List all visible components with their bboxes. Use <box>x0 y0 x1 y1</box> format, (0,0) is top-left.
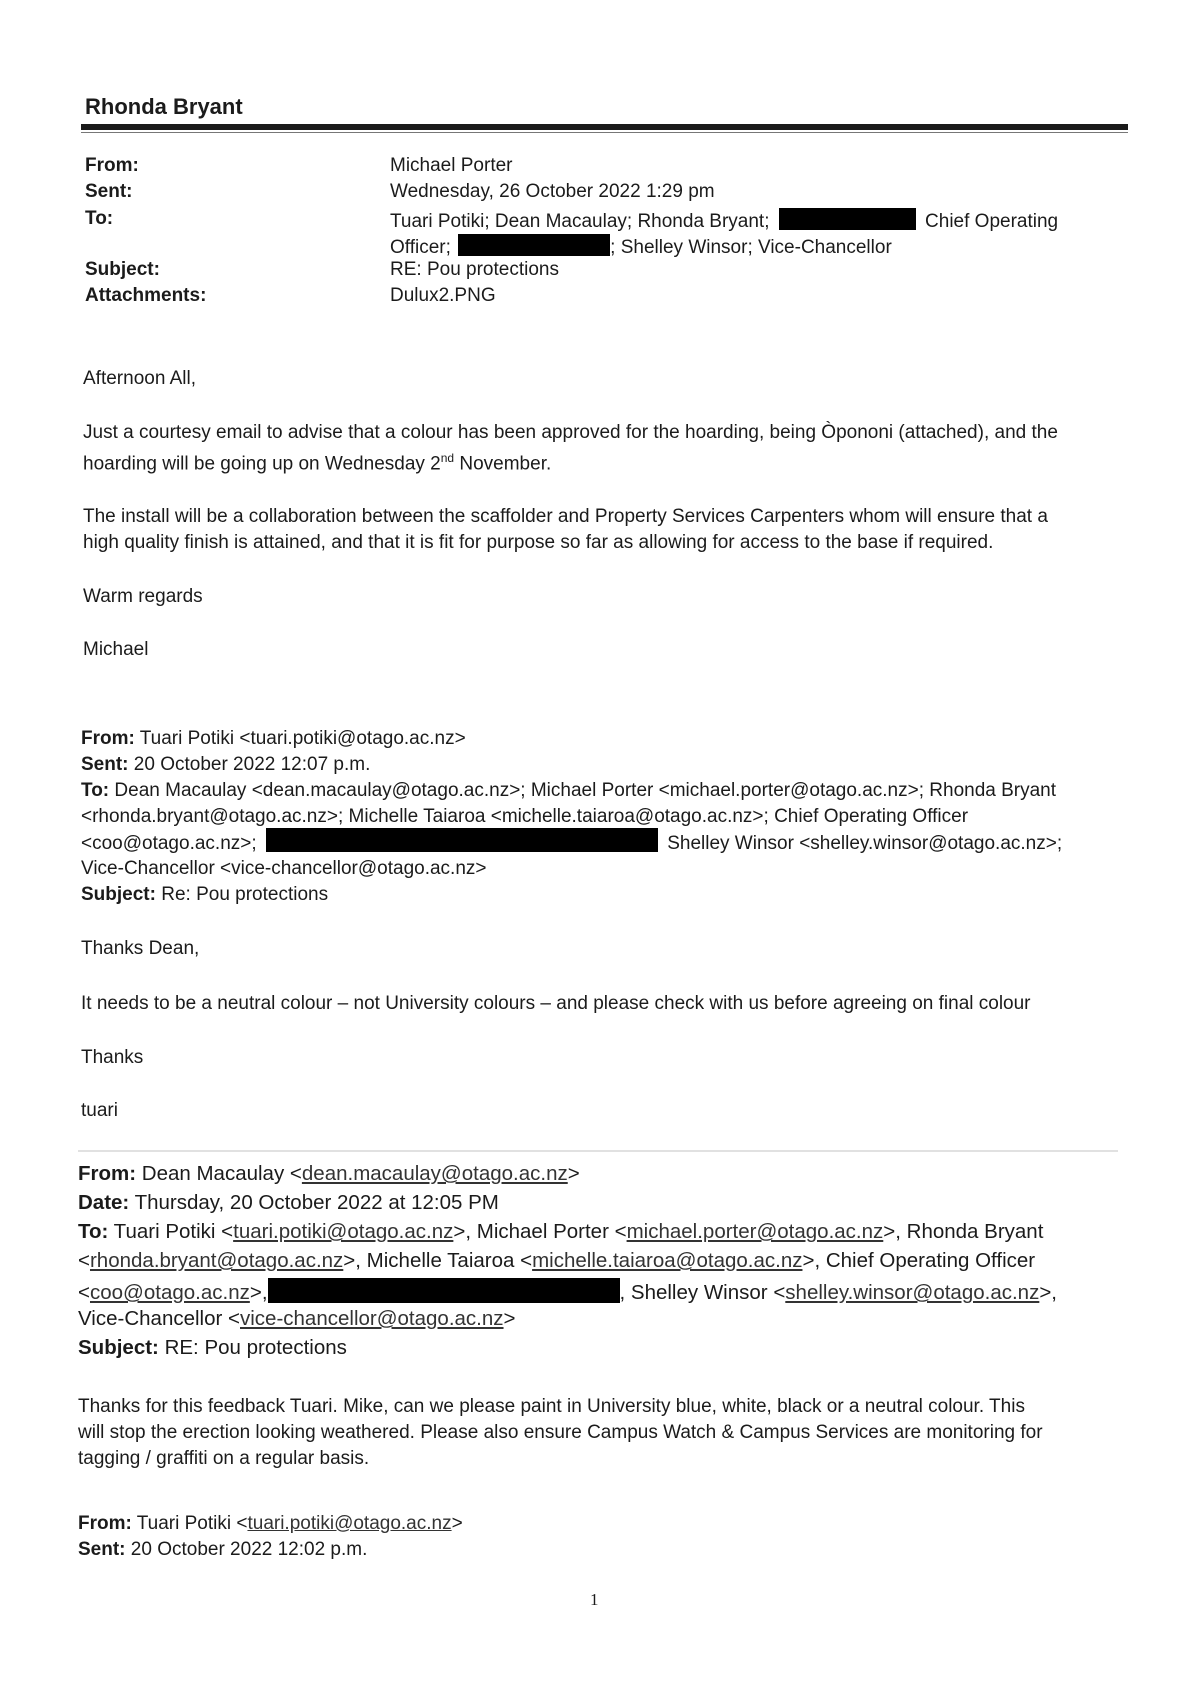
text: hoarding will be going up on Wednesday 2 <box>83 453 441 475</box>
paragraph-line: It needs to be a neutral colour – not University colours – and please check with us before agreeing on final colour <box>81 993 1031 1014</box>
quoted-date <box>78 1191 499 1215</box>
quoted-subject <box>78 1336 347 1360</box>
greeting: Afternoon All, <box>83 368 197 389</box>
quoted-sent <box>81 750 370 779</box>
paragraph-line <box>83 444 551 478</box>
email-link[interactable]: coo@otago.ac.nz <box>89 1281 250 1304</box>
to-recipients: Tuari Potiki; Dean Macaulay; Rhonda Bryant; <box>390 211 770 232</box>
paragraph-line: high quality finish is attained, and that it is fit for purpose so far as allowing for access to the base if required. <box>83 532 994 553</box>
title-rule <box>81 124 1128 130</box>
quoted-from <box>78 1162 580 1186</box>
quoted-to-line4: Vice-Chancellor <vice-chancellor@otago.ac.nz> <box>81 858 487 879</box>
text: Tuari Potiki < <box>131 1513 248 1534</box>
date-value: Thursday, 20 October 2022 at 12:05 PM <box>129 1191 499 1214</box>
sent-value: 20 October 2022 12:07 p.m. <box>128 754 371 775</box>
subject-value: RE: Pou protections <box>158 1336 347 1359</box>
text: > <box>567 1162 580 1185</box>
text: >, Chief Operating Officer <box>802 1249 1036 1272</box>
attachment-file: Dulux2.PNG <box>390 285 496 306</box>
subject-label: Subject: <box>85 259 160 280</box>
email-link[interactable]: shelley.winsor@otago.ac.nz <box>785 1281 1040 1304</box>
subject-value: RE: Pou protections <box>390 259 559 280</box>
text: >, Rhonda Bryant <box>883 1220 1044 1243</box>
to-label: To: <box>81 780 110 801</box>
email-link[interactable]: tuari.potiki@otago.ac.nz <box>233 1220 454 1243</box>
to-recipient-coo: Chief Operating <box>925 211 1059 232</box>
quoted-to-line2 <box>78 1249 1035 1273</box>
to-value: Shelley Winsor <shelley.winsor@otago.ac.nz>; <box>667 833 1063 854</box>
document-owner-title: Rhonda Bryant <box>85 94 243 119</box>
to-value: Dean Macaulay <dean.macaulay@otago.ac.nz>; Michael Porter <michael.porter@otago.ac.nz>; Rhonda Bryant <box>109 780 1057 801</box>
from-label: From: <box>78 1513 132 1534</box>
redaction-block <box>266 828 658 852</box>
from-value: Tuari Potiki <tuari.potiki@otago.ac.nz> <box>134 728 466 749</box>
from-label: From: <box>85 155 139 176</box>
from-label: From: <box>81 728 135 749</box>
quote-separator <box>78 1150 1118 1152</box>
redaction-block <box>779 208 916 230</box>
text: November. <box>454 453 552 475</box>
to-value-line2 <box>390 234 892 259</box>
from-value: Michael Porter <box>390 155 513 176</box>
signoff: Thanks <box>81 1047 144 1068</box>
text: Vice-Chancellor < <box>78 1307 240 1330</box>
subject-label: Subject: <box>81 884 156 905</box>
sent-label: Sent: <box>85 181 133 202</box>
text: > <box>451 1513 463 1534</box>
paragraph-line: The install will be a collaboration between the scaffolder and Property Services Carpenters whom will ensure that a <box>83 506 1048 527</box>
page-number: 1 <box>590 1590 599 1609</box>
greeting: Thanks Dean, <box>81 938 200 959</box>
to-label: To: <box>85 208 114 229</box>
text: < <box>78 1281 90 1304</box>
redaction-block <box>268 1278 620 1303</box>
email-link[interactable]: vice-chancellor@otago.ac.nz <box>240 1307 504 1330</box>
sent-label: Sent: <box>81 754 129 775</box>
to-value: <coo@otago.ac.nz>; <box>81 833 257 854</box>
paragraph-line: Just a courtesy email to advise that a colour has been approved for the hoarding, being Òpononi (attached), and the <box>83 422 1058 443</box>
title-rule-thin <box>81 132 1128 133</box>
text: >, Michael Porter < <box>453 1220 627 1243</box>
quoted-to-line3 <box>78 1278 1057 1305</box>
text: Tuari Potiki < <box>108 1220 234 1243</box>
quoted-to-line2: <rhonda.bryant@otago.ac.nz>; Michelle Taiaroa <michelle.taiaroa@otago.ac.nz>; Chief Operating Officer <box>81 806 969 827</box>
quoted-from <box>78 1509 463 1538</box>
quoted-to-line1 <box>81 776 1056 805</box>
email-link[interactable]: rhonda.bryant@otago.ac.nz <box>89 1249 344 1272</box>
quoted-sent <box>78 1535 367 1564</box>
signature: tuari <box>81 1100 118 1121</box>
text: >, <box>249 1281 268 1304</box>
to-recipients-rest: ; Shelley Winsor; Vice-Chancellor <box>610 237 892 258</box>
sent-value: 20 October 2022 12:02 p.m. <box>125 1539 368 1560</box>
signoff: Warm regards <box>83 586 203 607</box>
attachments-label: Attachments: <box>85 285 207 306</box>
paragraph-line: tagging / graffiti on a regular basis. <box>78 1448 370 1469</box>
sent-value: Wednesday, 26 October 2022 1:29 pm <box>390 181 715 202</box>
text: > <box>503 1307 516 1330</box>
paragraph-line: will stop the erection looking weathered. Please also ensure Campus Watch & Campus Services are monitoring for <box>78 1422 1043 1443</box>
to-label: To: <box>78 1220 109 1243</box>
email-link[interactable]: michelle.taiaroa@otago.ac.nz <box>532 1249 803 1272</box>
text: >, Michelle Taiaroa < <box>343 1249 533 1272</box>
text: < <box>78 1249 90 1272</box>
subject-label: Subject: <box>78 1336 159 1359</box>
text: >, <box>1039 1281 1057 1304</box>
quoted-subject <box>81 880 328 909</box>
signature: Michael <box>83 639 149 660</box>
to-recipient-officer: Officer; <box>390 237 451 258</box>
redaction-block <box>458 234 610 256</box>
subject-value: Re: Pou protections <box>155 884 329 905</box>
quoted-to-line4 <box>78 1307 516 1331</box>
superscript: nd <box>440 451 455 465</box>
quoted-from <box>81 724 466 753</box>
quoted-to-line1 <box>78 1220 1043 1244</box>
from-label: From: <box>78 1162 137 1185</box>
date-label: Date: <box>78 1191 130 1214</box>
email-link[interactable]: tuari.potiki@otago.ac.nz <box>247 1513 452 1534</box>
paragraph-line: Thanks for this feedback Tuari. Mike, can we please paint in University blue, white, black or a neutral colour. This <box>78 1396 1025 1417</box>
from-value: Dean Macaulay < <box>136 1162 302 1185</box>
email-link[interactable]: michael.porter@otago.ac.nz <box>626 1220 884 1243</box>
email-link[interactable]: dean.macaulay@otago.ac.nz <box>301 1162 568 1185</box>
text: , Shelley Winsor < <box>619 1281 786 1304</box>
sent-label: Sent: <box>78 1539 126 1560</box>
to-value-line1 <box>390 208 1058 233</box>
